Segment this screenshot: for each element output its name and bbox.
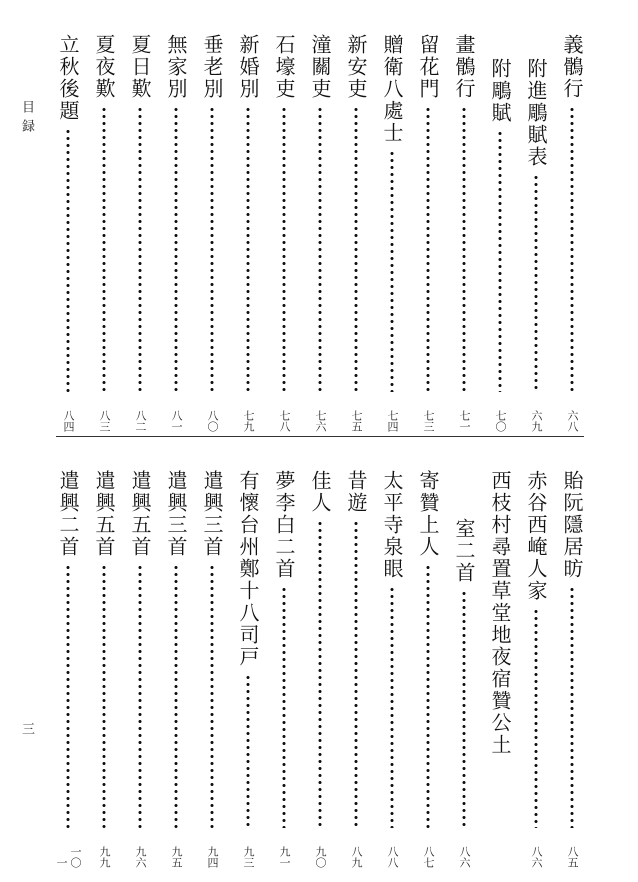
toc-entry-page: 九六 bbox=[134, 846, 147, 868]
leader-dots bbox=[138, 106, 142, 392]
toc-entry-page: 八九 bbox=[350, 846, 363, 868]
toc-entry-title: 夢李白二首 bbox=[272, 470, 296, 580]
leader-dots bbox=[462, 590, 466, 828]
leader-dots bbox=[66, 564, 70, 828]
leader-dots bbox=[570, 106, 574, 392]
leader-dots bbox=[174, 106, 178, 392]
toc-entry-page: 八一 bbox=[170, 410, 183, 432]
leader-dots bbox=[210, 106, 214, 392]
toc-entry-page: 八二 bbox=[134, 410, 147, 432]
section-label: 目録 bbox=[19, 100, 34, 138]
toc-entry-title: 昔遊 bbox=[344, 470, 368, 514]
leader-dots bbox=[390, 586, 394, 828]
toc-entry bbox=[302, 470, 338, 868]
leader-dots bbox=[174, 564, 178, 828]
toc-entry bbox=[446, 34, 482, 432]
toc-entry bbox=[86, 470, 122, 868]
toc-entry-title: 夏夜歎 bbox=[92, 34, 116, 100]
toc-entry bbox=[266, 34, 302, 432]
toc-entry bbox=[122, 470, 158, 868]
toc-entry-page: 七四 bbox=[386, 410, 399, 432]
toc-entry-title: 遣興二首 bbox=[56, 470, 80, 558]
toc-entry bbox=[482, 470, 518, 868]
leader-dots bbox=[282, 106, 286, 392]
toc-entry-page: 七九 bbox=[242, 410, 255, 432]
toc-entry bbox=[50, 470, 86, 868]
toc-entry-title: 垂老別 bbox=[200, 34, 224, 100]
toc-entry-title: 寄贊上人 bbox=[416, 470, 440, 558]
toc-entry-page: 八四 bbox=[62, 410, 75, 432]
leader-dots bbox=[138, 564, 142, 828]
page-number: 三 bbox=[19, 722, 34, 741]
toc-upper-half bbox=[50, 34, 590, 432]
leader-dots bbox=[282, 586, 286, 828]
toc-entry-page: 九五 bbox=[170, 846, 183, 868]
divider-line bbox=[56, 436, 584, 437]
toc-entry-page: 八三 bbox=[98, 410, 111, 432]
toc-entry-page: 七一 bbox=[458, 410, 471, 432]
toc-entry-page: 七八 bbox=[278, 410, 291, 432]
toc-entry bbox=[50, 34, 86, 432]
toc-entry-title: 潼關吏 bbox=[308, 34, 332, 100]
leader-dots bbox=[354, 106, 358, 392]
toc-entry-title: 貽阮隱居昉 bbox=[560, 470, 584, 580]
toc-entry bbox=[230, 34, 266, 432]
toc-entry bbox=[158, 470, 194, 868]
toc-entry bbox=[158, 34, 194, 432]
leader-dots bbox=[318, 106, 322, 392]
toc-entry-page: 八六 bbox=[458, 846, 471, 868]
toc-entry-title: 附鵰賦 bbox=[488, 58, 512, 124]
leader-dots bbox=[426, 564, 430, 828]
toc-entry-page: 九三 bbox=[242, 846, 255, 868]
leader-dots bbox=[534, 608, 538, 828]
toc-entry bbox=[374, 470, 410, 868]
leader-dots bbox=[390, 150, 394, 392]
toc-entry-title: 留花門 bbox=[416, 34, 440, 100]
toc-entry-title: 夏日歎 bbox=[128, 34, 152, 100]
toc-entry-page: 九九 bbox=[98, 846, 111, 868]
toc-entry bbox=[374, 34, 410, 432]
toc-entry bbox=[518, 470, 554, 868]
leader-dots bbox=[318, 520, 322, 828]
toc-entry-title: 室二首 bbox=[452, 518, 476, 584]
toc-entry bbox=[410, 34, 446, 432]
toc-entry-title: 義鶻行 bbox=[560, 34, 584, 100]
toc-entry-title: 無家別 bbox=[164, 34, 188, 100]
toc-entry bbox=[410, 470, 446, 868]
toc-entry-page: 九一 bbox=[278, 846, 291, 868]
toc-entry-page: 一〇一 bbox=[55, 846, 82, 868]
toc-entry-title: 有懷台州鄭十八司戸 bbox=[236, 470, 260, 668]
toc-entry-title: 佳人 bbox=[308, 470, 332, 514]
toc-entry bbox=[266, 470, 302, 868]
toc-entry-title: 遣興五首 bbox=[92, 470, 116, 558]
toc-entry-title: 遣興三首 bbox=[200, 470, 224, 558]
leader-dots bbox=[354, 520, 358, 828]
toc-entry-page: 六九 bbox=[530, 410, 543, 432]
toc-entry-title: 太平寺泉眼 bbox=[380, 470, 404, 580]
toc-entry-title: 附進鵰賦表 bbox=[524, 58, 548, 168]
toc-entry-page: 八六 bbox=[530, 846, 543, 868]
toc-entry-page: 八八 bbox=[386, 846, 399, 868]
leader-dots bbox=[66, 128, 70, 392]
toc-entry bbox=[86, 34, 122, 432]
toc-entry-page: 七六 bbox=[314, 410, 327, 432]
toc-entry-page: 九四 bbox=[206, 846, 219, 868]
toc-entry bbox=[302, 34, 338, 432]
leader-dots bbox=[534, 174, 538, 392]
toc-entry-title: 新婚別 bbox=[236, 34, 260, 100]
leader-dots bbox=[462, 106, 466, 392]
toc-entry-page: 八〇 bbox=[206, 410, 219, 432]
toc-entry bbox=[230, 470, 266, 868]
toc-entry-title: 遣興三首 bbox=[164, 470, 188, 558]
toc-entry bbox=[482, 34, 518, 432]
toc-entry-title: 新安吏 bbox=[344, 34, 368, 100]
leader-dots bbox=[570, 586, 574, 828]
toc-entry-title: 赤谷西崦人家 bbox=[524, 470, 548, 602]
toc-entry-page: 九〇 bbox=[314, 846, 327, 868]
toc-entry-title: 立秋後題 bbox=[56, 34, 80, 122]
leader-dots bbox=[246, 674, 250, 828]
leader-dots bbox=[426, 106, 430, 392]
toc-entry-page: 八五 bbox=[566, 846, 579, 868]
leader-dots bbox=[102, 106, 106, 392]
toc-entry-title: 西枝村尋置草堂地夜宿贊公土 bbox=[488, 470, 512, 756]
toc-entry bbox=[518, 34, 554, 432]
toc-entry bbox=[338, 470, 374, 868]
toc-lower-half bbox=[50, 470, 590, 868]
toc-entry-page: 七三 bbox=[422, 410, 435, 432]
toc-entry-page: 七〇 bbox=[494, 410, 507, 432]
toc-entry bbox=[554, 34, 590, 432]
toc-entry-title: 遣興五首 bbox=[128, 470, 152, 558]
leader-dots bbox=[210, 564, 214, 828]
toc-entry-title: 石壕吏 bbox=[272, 34, 296, 100]
toc-entry-title: 畫鶻行 bbox=[452, 34, 476, 100]
toc-entry bbox=[554, 470, 590, 868]
toc-entry-page: 七五 bbox=[350, 410, 363, 432]
toc-entry-page: 六八 bbox=[566, 410, 579, 432]
toc-entry-page: 八七 bbox=[422, 846, 435, 868]
toc-entry bbox=[194, 470, 230, 868]
toc-entry bbox=[122, 34, 158, 432]
toc-entry bbox=[446, 470, 482, 868]
leader-dots bbox=[246, 106, 250, 392]
toc-entry bbox=[338, 34, 374, 432]
leader-dots bbox=[498, 130, 502, 392]
toc-entry-title: 贈衛八處士 bbox=[380, 34, 404, 144]
toc-entry bbox=[194, 34, 230, 432]
leader-dots bbox=[102, 564, 106, 828]
